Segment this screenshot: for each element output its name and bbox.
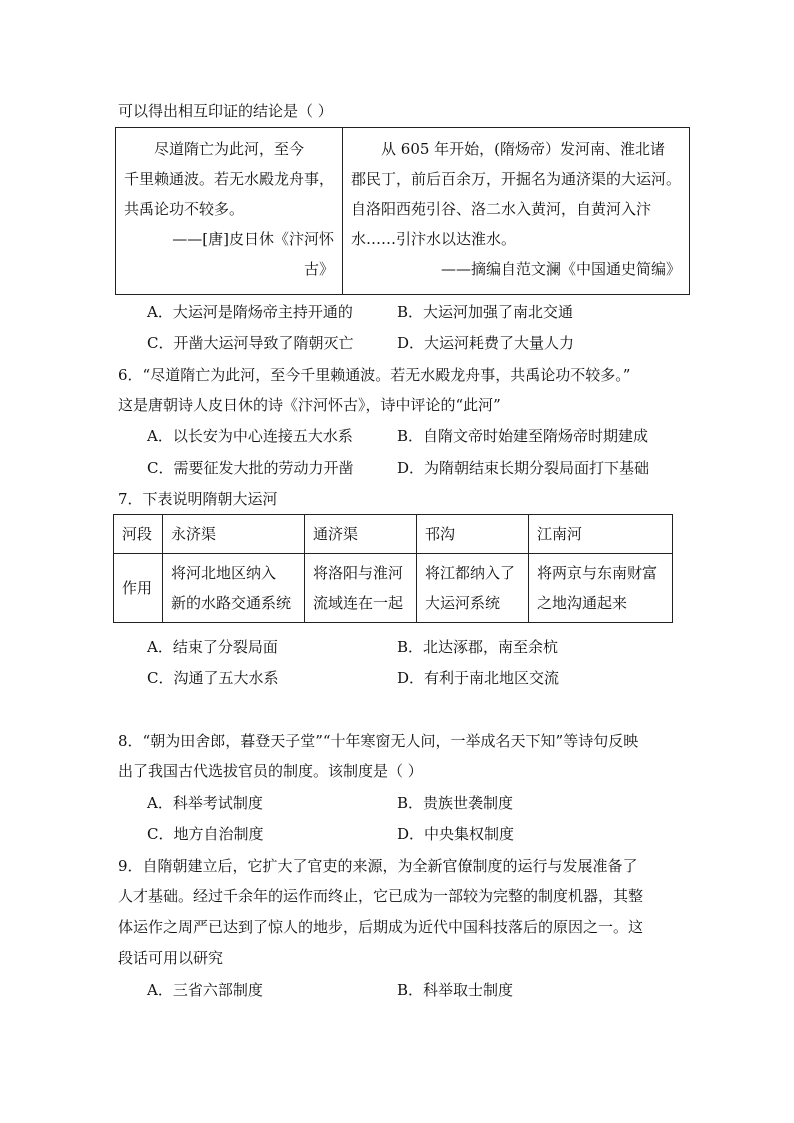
cell-line: 流域连在一起 <box>313 594 404 612</box>
q9-stem-line: 体运作之周严已达到了惊人的地步，后期成为近代中国科技落后的原因之一。这 <box>118 918 644 936</box>
cell-line: 将河北地区纳入 <box>171 564 277 582</box>
q5-stem: 可以得出相互印证的结论是（ ） <box>118 102 333 120</box>
q6-option-c[interactable]: C．需要征发大批的劳动力开凿 <box>147 459 354 477</box>
table-cell <box>305 554 417 623</box>
table-cell <box>529 554 673 623</box>
table-header-row <box>114 515 673 554</box>
table-header-cell: 江南河 <box>529 515 673 554</box>
q9-stem-line: 段话可用以研究 <box>118 949 224 967</box>
cell-line: 新的水路交通系统 <box>171 594 292 612</box>
q8-option-b[interactable]: B．贵族世袭制度 <box>397 794 514 812</box>
q7-stem: 7．下表说明隋朝大运河 <box>118 490 278 508</box>
q5-right-cell <box>343 128 690 295</box>
cell-line: 将两京与东南财富 <box>537 564 658 582</box>
q5-option-b[interactable]: B．大运河加强了南北交通 <box>397 303 574 321</box>
q5-option-d[interactable]: D．大运河耗费了大量人力 <box>397 334 575 352</box>
q7-canal-table <box>113 514 673 623</box>
q8-stem-line: 出了我国古代选拔官员的制度。该制度是（ ） <box>118 762 423 780</box>
table-header-cell: 邗沟 <box>417 515 529 554</box>
table-row-label: 作用 <box>114 554 163 623</box>
q5-option-c[interactable]: C．开凿大运河导致了隋朝灭亡 <box>147 334 354 352</box>
q5-right-line: ——摘编自范文澜《中国通史简编》 <box>441 260 682 278</box>
q5-left-cell <box>116 128 343 295</box>
q5-option-a[interactable]: A．大运河是隋炀帝主持开通的 <box>147 303 353 321</box>
table-header-cell: 河段 <box>114 515 163 554</box>
cell-line: 大运河系统 <box>425 594 501 612</box>
q5-right-line: 水……引汴水以达淮水。 <box>351 230 517 248</box>
q7-option-a[interactable]: A．结束了分裂局面 <box>147 638 278 656</box>
cell-line: 将洛阳与淮河 <box>313 564 404 582</box>
q9-stem-line: 人才基础。经过千余年的运作而终止，它已成为一部较为完整的制度机器，其整 <box>118 887 644 905</box>
q5-left-line: 尽道隋亡为此河，至今 <box>154 140 305 158</box>
q7-option-d[interactable]: D．有利于南北地区交流 <box>397 669 560 687</box>
q7-option-c[interactable]: C．沟通了五大水系 <box>147 669 279 687</box>
q6-stem-line: 这是唐朝诗人皮日休的诗《汴河怀古》，诗中评论的“此河” <box>118 396 501 414</box>
q5-right-line: 郡民丁，前后百余万，开掘名为通济渠的大运河。 <box>351 170 682 188</box>
q8-stem-line: 8．“朝为田舍郎，暮登天子堂”“十年寒窗无人问，一举成名天下知”等诗句反映 <box>118 732 639 750</box>
q5-left-line: 古》 <box>304 260 335 278</box>
q6-option-d[interactable]: D．为隋朝结束长期分裂局面打下基础 <box>397 459 650 477</box>
q9-stem-line: 9．自隋朝建立后，它扩大了官吏的来源，为全新官僚制度的运行与发展准备了 <box>118 857 638 875</box>
q6-option-b[interactable]: B．自隋文帝时始建至隋炀帝时期建成 <box>397 427 649 445</box>
q5-source-table <box>115 127 690 295</box>
cell-line: 将江都纳入了 <box>425 564 516 582</box>
table-row <box>114 554 673 623</box>
q5-right-line: 从 605 年开始，(隋炀帝）发河南、淮北诸 <box>381 140 666 158</box>
q7-option-b[interactable]: B．北达涿郡，南至余杭 <box>397 638 559 656</box>
q6-option-a[interactable]: A．以长安为中心连接五大水系 <box>147 427 353 445</box>
q5-left-line: 共禹论功不较多。 <box>124 200 245 218</box>
table-cell <box>163 554 305 623</box>
q6-stem-line: 6．“尽道隋亡为此河，至今千里赖通波。若无水殿龙舟事，共禹论功不较多。” <box>118 366 631 384</box>
q8-option-d[interactable]: D．中央集权制度 <box>397 825 515 843</box>
q9-option-b[interactable]: B．科举取士制度 <box>397 981 514 999</box>
cell-line: 之地沟通起来 <box>537 594 628 612</box>
q8-option-c[interactable]: C．地方自治制度 <box>147 825 264 843</box>
table-header-cell: 永济渠 <box>163 515 305 554</box>
q5-left-line: ——[唐]皮日休《汴河怀 <box>172 230 335 248</box>
q5-right-line: 自洛阳西苑引谷、洛二水入黄河，自黄河入汴 <box>351 200 652 218</box>
q9-option-a[interactable]: A．三省六部制度 <box>147 981 263 999</box>
table-header-cell: 通济渠 <box>305 515 417 554</box>
table-cell <box>417 554 529 623</box>
q8-option-a[interactable]: A．科举考试制度 <box>147 794 263 812</box>
q5-left-line: 千里赖通波。若无水殿龙舟事， <box>124 170 335 188</box>
